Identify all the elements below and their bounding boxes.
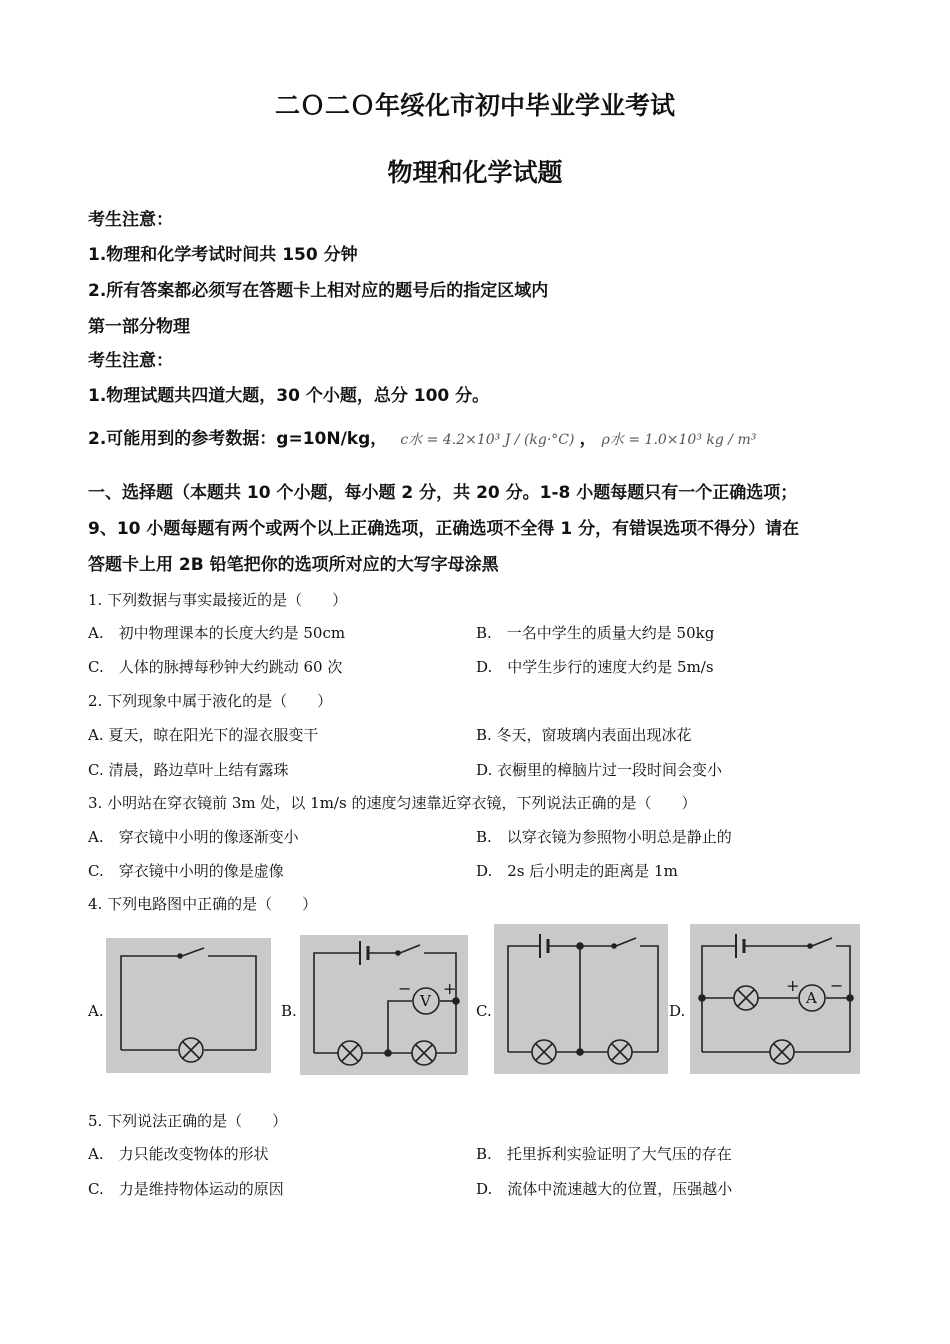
specific-heat-formula: c水 = 4.2×10³ J / (kg·°C) (400, 432, 575, 448)
option-c[interactable]: C. 穿衣镜中小明的像是虚像 (88, 862, 284, 880)
notes-heading: 考生注意： (88, 351, 173, 371)
circuit-diagram-a (106, 938, 271, 1073)
question-stem: 2. 下列现象中属于液化的是（ ） (88, 692, 333, 710)
minus-sign: − (830, 976, 844, 995)
notes-heading: 考生注意： (88, 210, 173, 230)
section-instruction: 9、10 小题每题有两个或两个以上正确选项，正确选项不全得 1 分，有错误选项不得分）请在 (88, 519, 800, 539)
section-instruction: 一、选择题（本题共 10 个小题，每小题 2 分，共 20 分。1-8 小题每题只有一个正确选项； (88, 483, 798, 503)
option-a[interactable]: A. (88, 1002, 104, 1020)
section-instruction: 答题卡上用 2B 铅笔把你的选项所对应的大写字母涂黑 (88, 555, 499, 575)
option-d[interactable]: D. 中学生步行的速度大约是 5m/s (476, 658, 714, 676)
separator: ， (579, 429, 597, 449)
option-c[interactable]: C. 力是维持物体运动的原因 (88, 1180, 284, 1198)
note-line: 1.物理和化学考试时间共 150 分钟 (88, 245, 358, 265)
exam-title: 二Ｏ二Ｏ年绥化市初中毕业学业考试 (274, 91, 675, 120)
option-a[interactable]: A. 夏天，晾在阳光下的湿衣服变干 (88, 726, 319, 744)
minus-sign: − (398, 979, 412, 998)
option-d[interactable]: D. (669, 1002, 686, 1020)
reference-data-prefix: 2.可能用到的参考数据：g=10N/kg， (88, 429, 388, 449)
option-c[interactable]: C. 人体的脉搏每秒钟大约跳动 60 次 (88, 658, 343, 676)
density-formula: ρ水 = 1.0×10³ kg / m³ (601, 432, 757, 448)
option-d[interactable]: D. 流体中流速越大的位置，压强越小 (476, 1180, 733, 1198)
option-b[interactable]: B. 一名中学生的质量大约是 50kg (476, 624, 715, 642)
circuit-diagram-b (300, 935, 468, 1075)
option-b[interactable]: B. (281, 1002, 297, 1020)
plus-sign: + (786, 976, 800, 995)
note-line: 2.所有答案都必须写在答题卡上相对应的题号后的指定区域内 (88, 281, 549, 301)
circuit-diagram-d (690, 924, 860, 1074)
option-a[interactable]: A. 力只能改变物体的形状 (88, 1145, 269, 1163)
option-d[interactable]: D. 2s 后小明走的距离是 1m (476, 862, 678, 880)
note-line: 1.物理试题共四道大题，30 个小题，总分 100 分。 (88, 386, 490, 406)
question-stem: 5. 下列说法正确的是（ ） (88, 1112, 288, 1130)
voltmeter-label: V (420, 992, 431, 1010)
option-b[interactable]: B. 以穿衣镜为参照物小明总是静止的 (476, 828, 732, 846)
ammeter-label: A (806, 989, 817, 1007)
plus-sign: + (443, 979, 457, 998)
option-c[interactable]: C. 清晨，路边草叶上结有露珠 (88, 761, 289, 779)
option-a[interactable]: A. 穿衣镜中小明的像逐渐变小 (88, 828, 299, 846)
option-b[interactable]: B. 托里拆利实验证明了大气压的存在 (476, 1145, 732, 1163)
circuit-diagram-c (494, 924, 668, 1074)
option-d[interactable]: D. 衣橱里的樟脑片过一段时间会变小 (476, 761, 723, 779)
exam-subtitle: 物理和化学试题 (387, 158, 563, 187)
part-heading: 第一部分物理 (88, 317, 190, 337)
question-stem: 4. 下列电路图中正确的是（ ） (88, 895, 318, 913)
reference-data-line (88, 424, 756, 449)
option-c[interactable]: C. (476, 1002, 492, 1020)
question-stem: 1. 下列数据与事实最接近的是（ ） (88, 591, 348, 609)
option-b[interactable]: B. 冬天，窗玻璃内表面出现冰花 (476, 726, 692, 744)
question-stem: 3. 小明站在穿衣镜前 3m 处，以 1m/s 的速度匀速靠近穿衣镜，下列说法正确的是（ ） (88, 794, 697, 812)
option-a[interactable]: A. 初中物理课本的长度大约是 50cm (88, 624, 346, 642)
